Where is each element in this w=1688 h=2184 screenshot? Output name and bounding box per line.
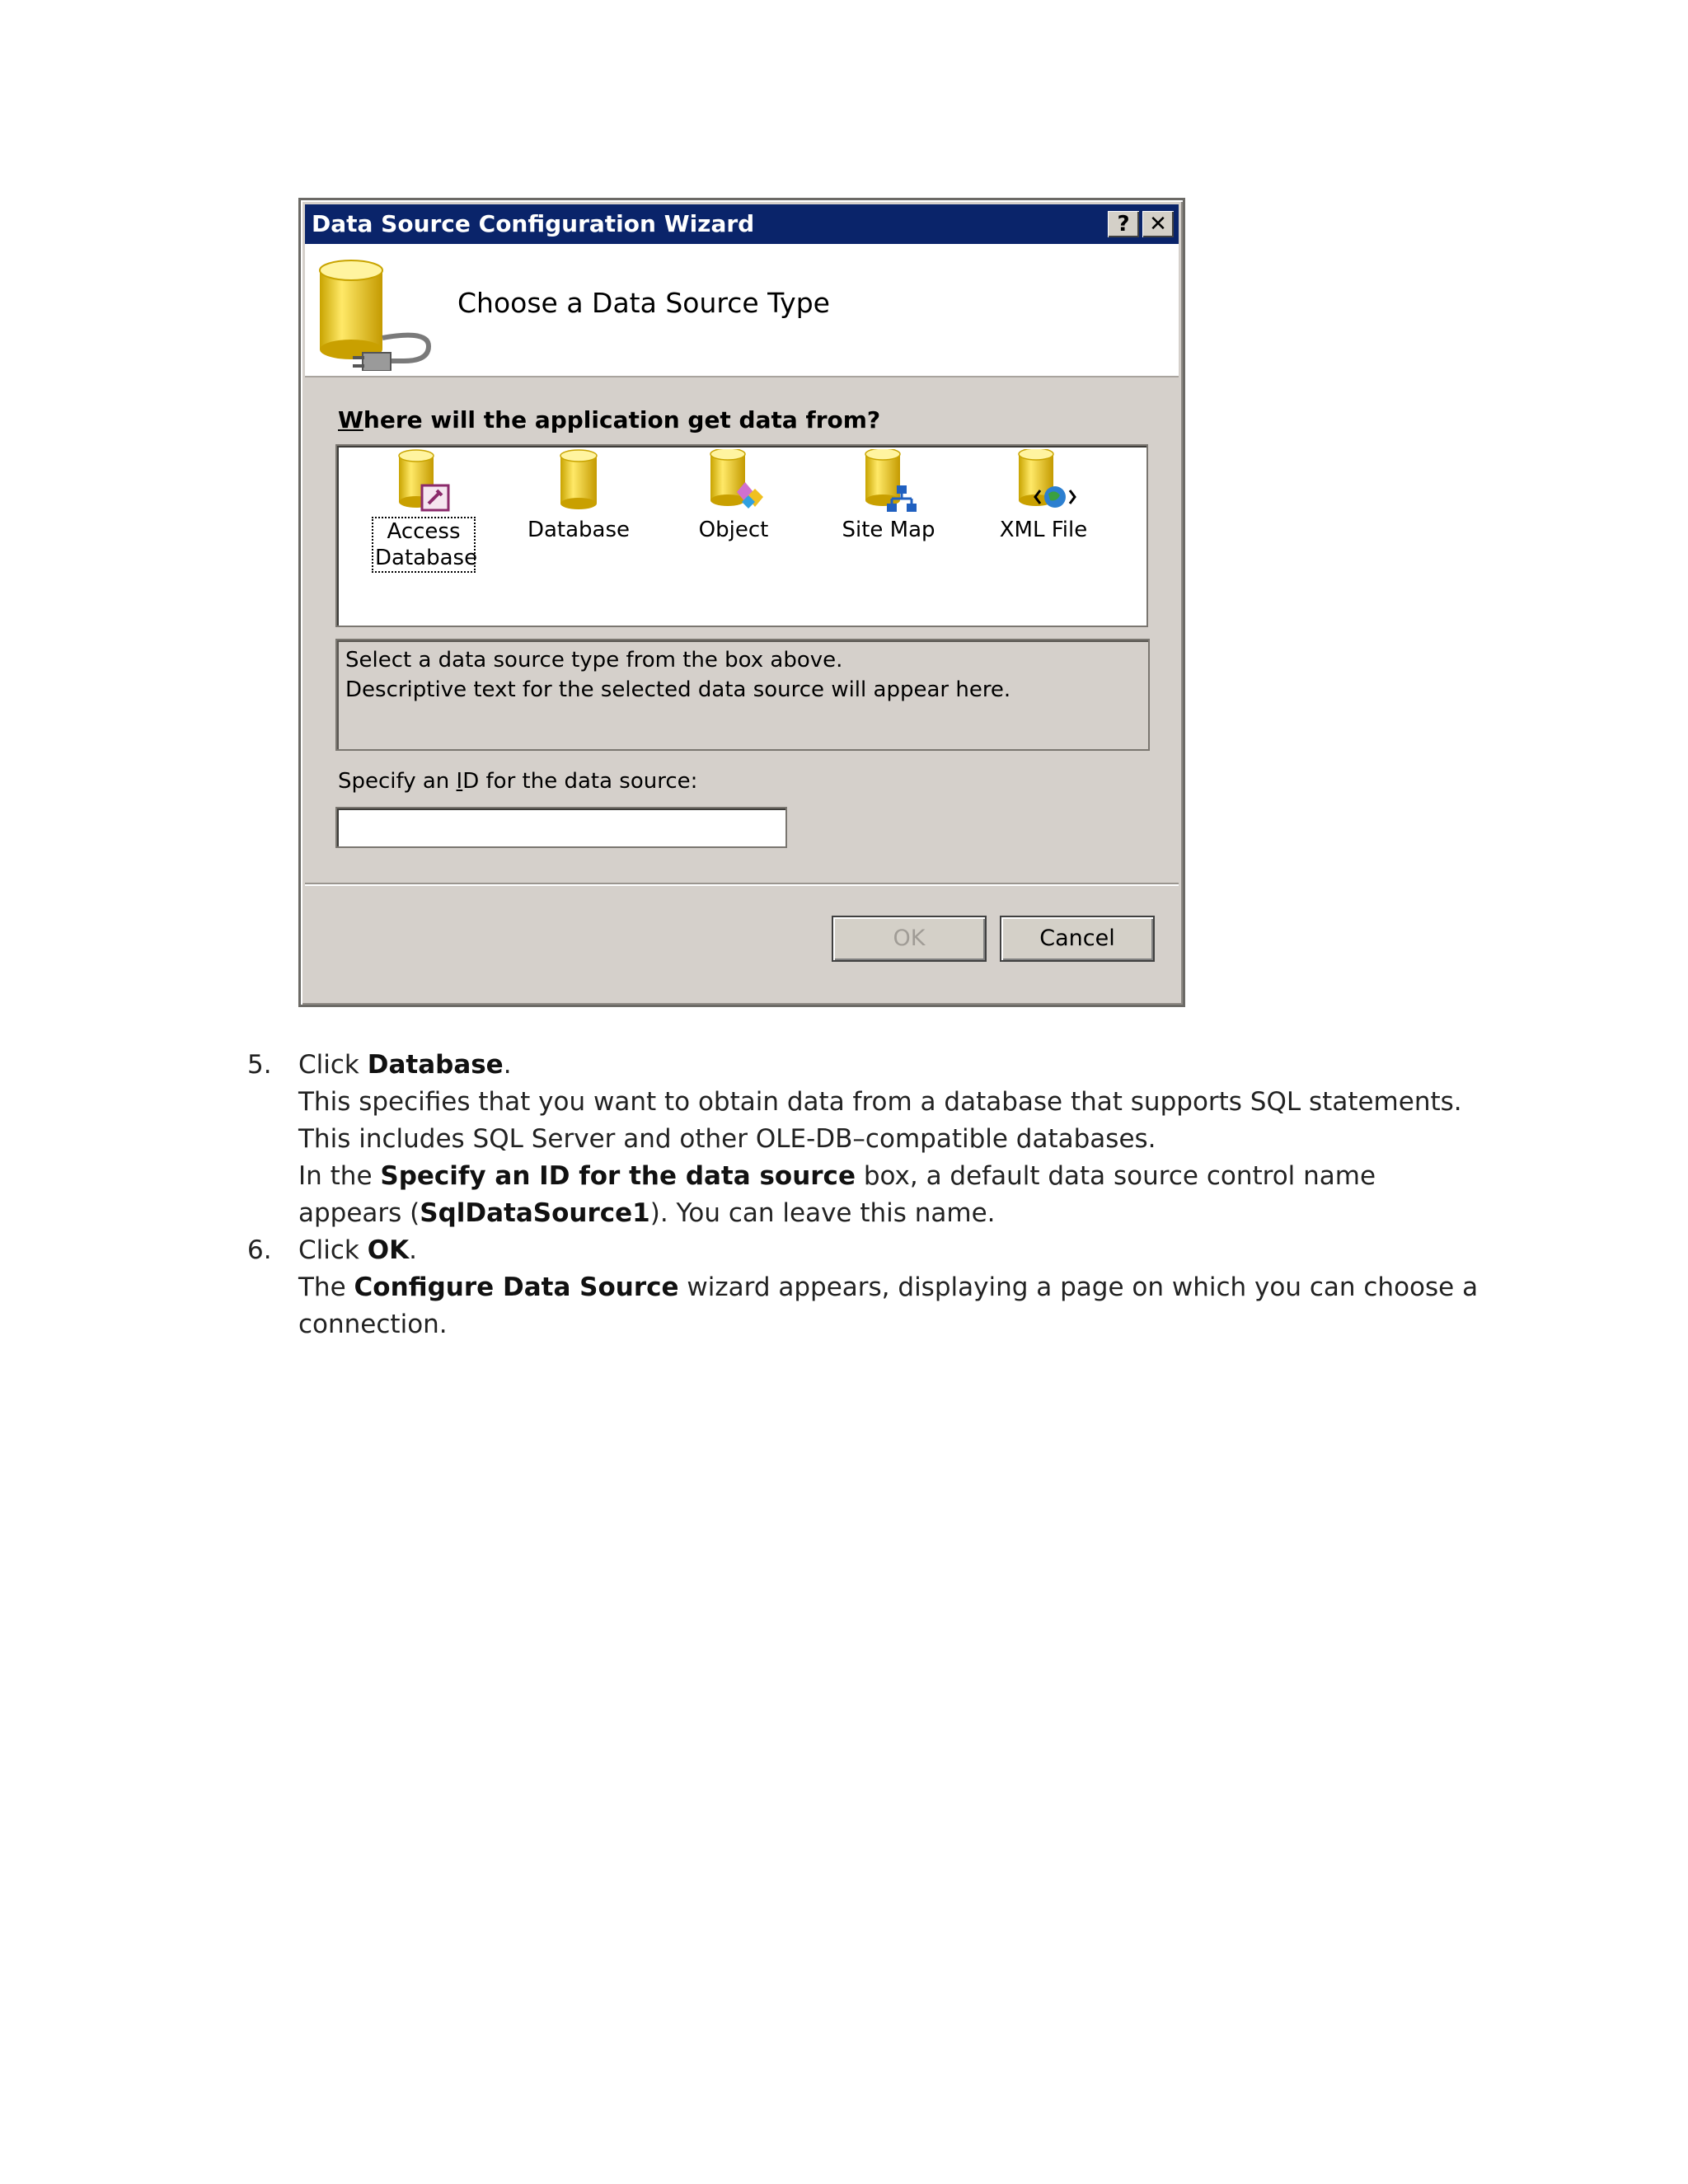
question-text: here will the application get data from? — [363, 406, 881, 434]
id-field-label — [338, 769, 697, 794]
ok-button[interactable]: OK — [832, 916, 987, 962]
type-label: XML File — [999, 518, 1088, 542]
step-5-line-2: This specifies that you want to obtain data from a database that supports SQL statements. This includes SQL Server and other OLE-DB–compatible databases. — [298, 1087, 1462, 1154]
step-5-line-3 — [298, 1158, 1484, 1232]
step-6 — [247, 1232, 1484, 1343]
help-button[interactable]: ? — [1108, 211, 1139, 237]
cancel-button[interactable]: Cancel — [1000, 916, 1155, 962]
step-text: In the — [298, 1161, 381, 1191]
step-number: 5. — [247, 1050, 272, 1080]
step-text: The — [298, 1272, 354, 1302]
type-database[interactable] — [509, 449, 649, 543]
id-label-post: D for the data source: — [462, 769, 698, 794]
description-line-1: Select a data source type from the box above. — [345, 648, 843, 673]
step-text: Click — [298, 1235, 368, 1265]
question-accelerator: W — [338, 406, 363, 434]
data-source-type-list[interactable] — [335, 444, 1148, 627]
database-icon — [546, 449, 612, 515]
instruction-steps — [247, 1047, 1484, 1343]
step-text: . — [503, 1050, 512, 1080]
wizard-page-title: Choose a Data Source Type — [457, 287, 830, 319]
step-bold-text: Configure Data Source — [354, 1272, 679, 1302]
xml-file-icon — [1010, 449, 1076, 515]
access-database-icon — [391, 449, 457, 515]
step-bold-text: SqlDataSource1 — [420, 1198, 650, 1228]
type-access-database[interactable] — [354, 449, 494, 573]
close-button[interactable]: ✕ — [1142, 211, 1174, 237]
type-xml-file[interactable] — [973, 449, 1114, 543]
dialog-title: Data Source Configuration Wizard — [312, 210, 755, 237]
id-label-pre: Specify an — [338, 769, 457, 794]
type-site-map[interactable] — [818, 449, 959, 543]
type-label: Access Database — [372, 517, 476, 573]
type-object[interactable] — [663, 449, 804, 543]
step-5-line-1 — [298, 1047, 1484, 1084]
object-icon — [701, 449, 767, 515]
step-text: wizard appears, displaying a page on which you can choose a connection. — [298, 1272, 1479, 1339]
step-6-line-1 — [298, 1232, 1484, 1269]
step-5 — [247, 1047, 1484, 1232]
database-plug-icon — [313, 255, 445, 371]
type-label: Site Map — [842, 518, 935, 542]
step-target: OK — [367, 1235, 410, 1265]
data-source-id-input[interactable] — [335, 807, 787, 848]
step-text: ). You can leave this name. — [649, 1198, 996, 1228]
type-description-box — [335, 639, 1150, 751]
type-label: Database — [527, 518, 631, 542]
type-label: Object — [698, 518, 769, 542]
wizard-header — [305, 244, 1179, 377]
button-separator — [305, 883, 1179, 886]
step-target: Database — [367, 1050, 504, 1080]
description-line-2: Descriptive text for the selected data source will appear here. — [345, 677, 1011, 702]
data-source-wizard-dialog — [298, 198, 1185, 1007]
step-6-line-2 — [298, 1269, 1484, 1343]
step-text: Click — [298, 1050, 368, 1080]
step-number: 6. — [247, 1235, 272, 1265]
title-bar — [305, 204, 1179, 244]
site-map-icon — [856, 449, 921, 515]
step-bold-text: Specify an ID for the data source — [380, 1161, 856, 1191]
id-label-accelerator: I — [456, 769, 463, 794]
step-text: . — [409, 1235, 417, 1265]
data-source-question — [338, 406, 880, 434]
step-text: box, a default data source control name appears ( — [298, 1161, 1376, 1228]
